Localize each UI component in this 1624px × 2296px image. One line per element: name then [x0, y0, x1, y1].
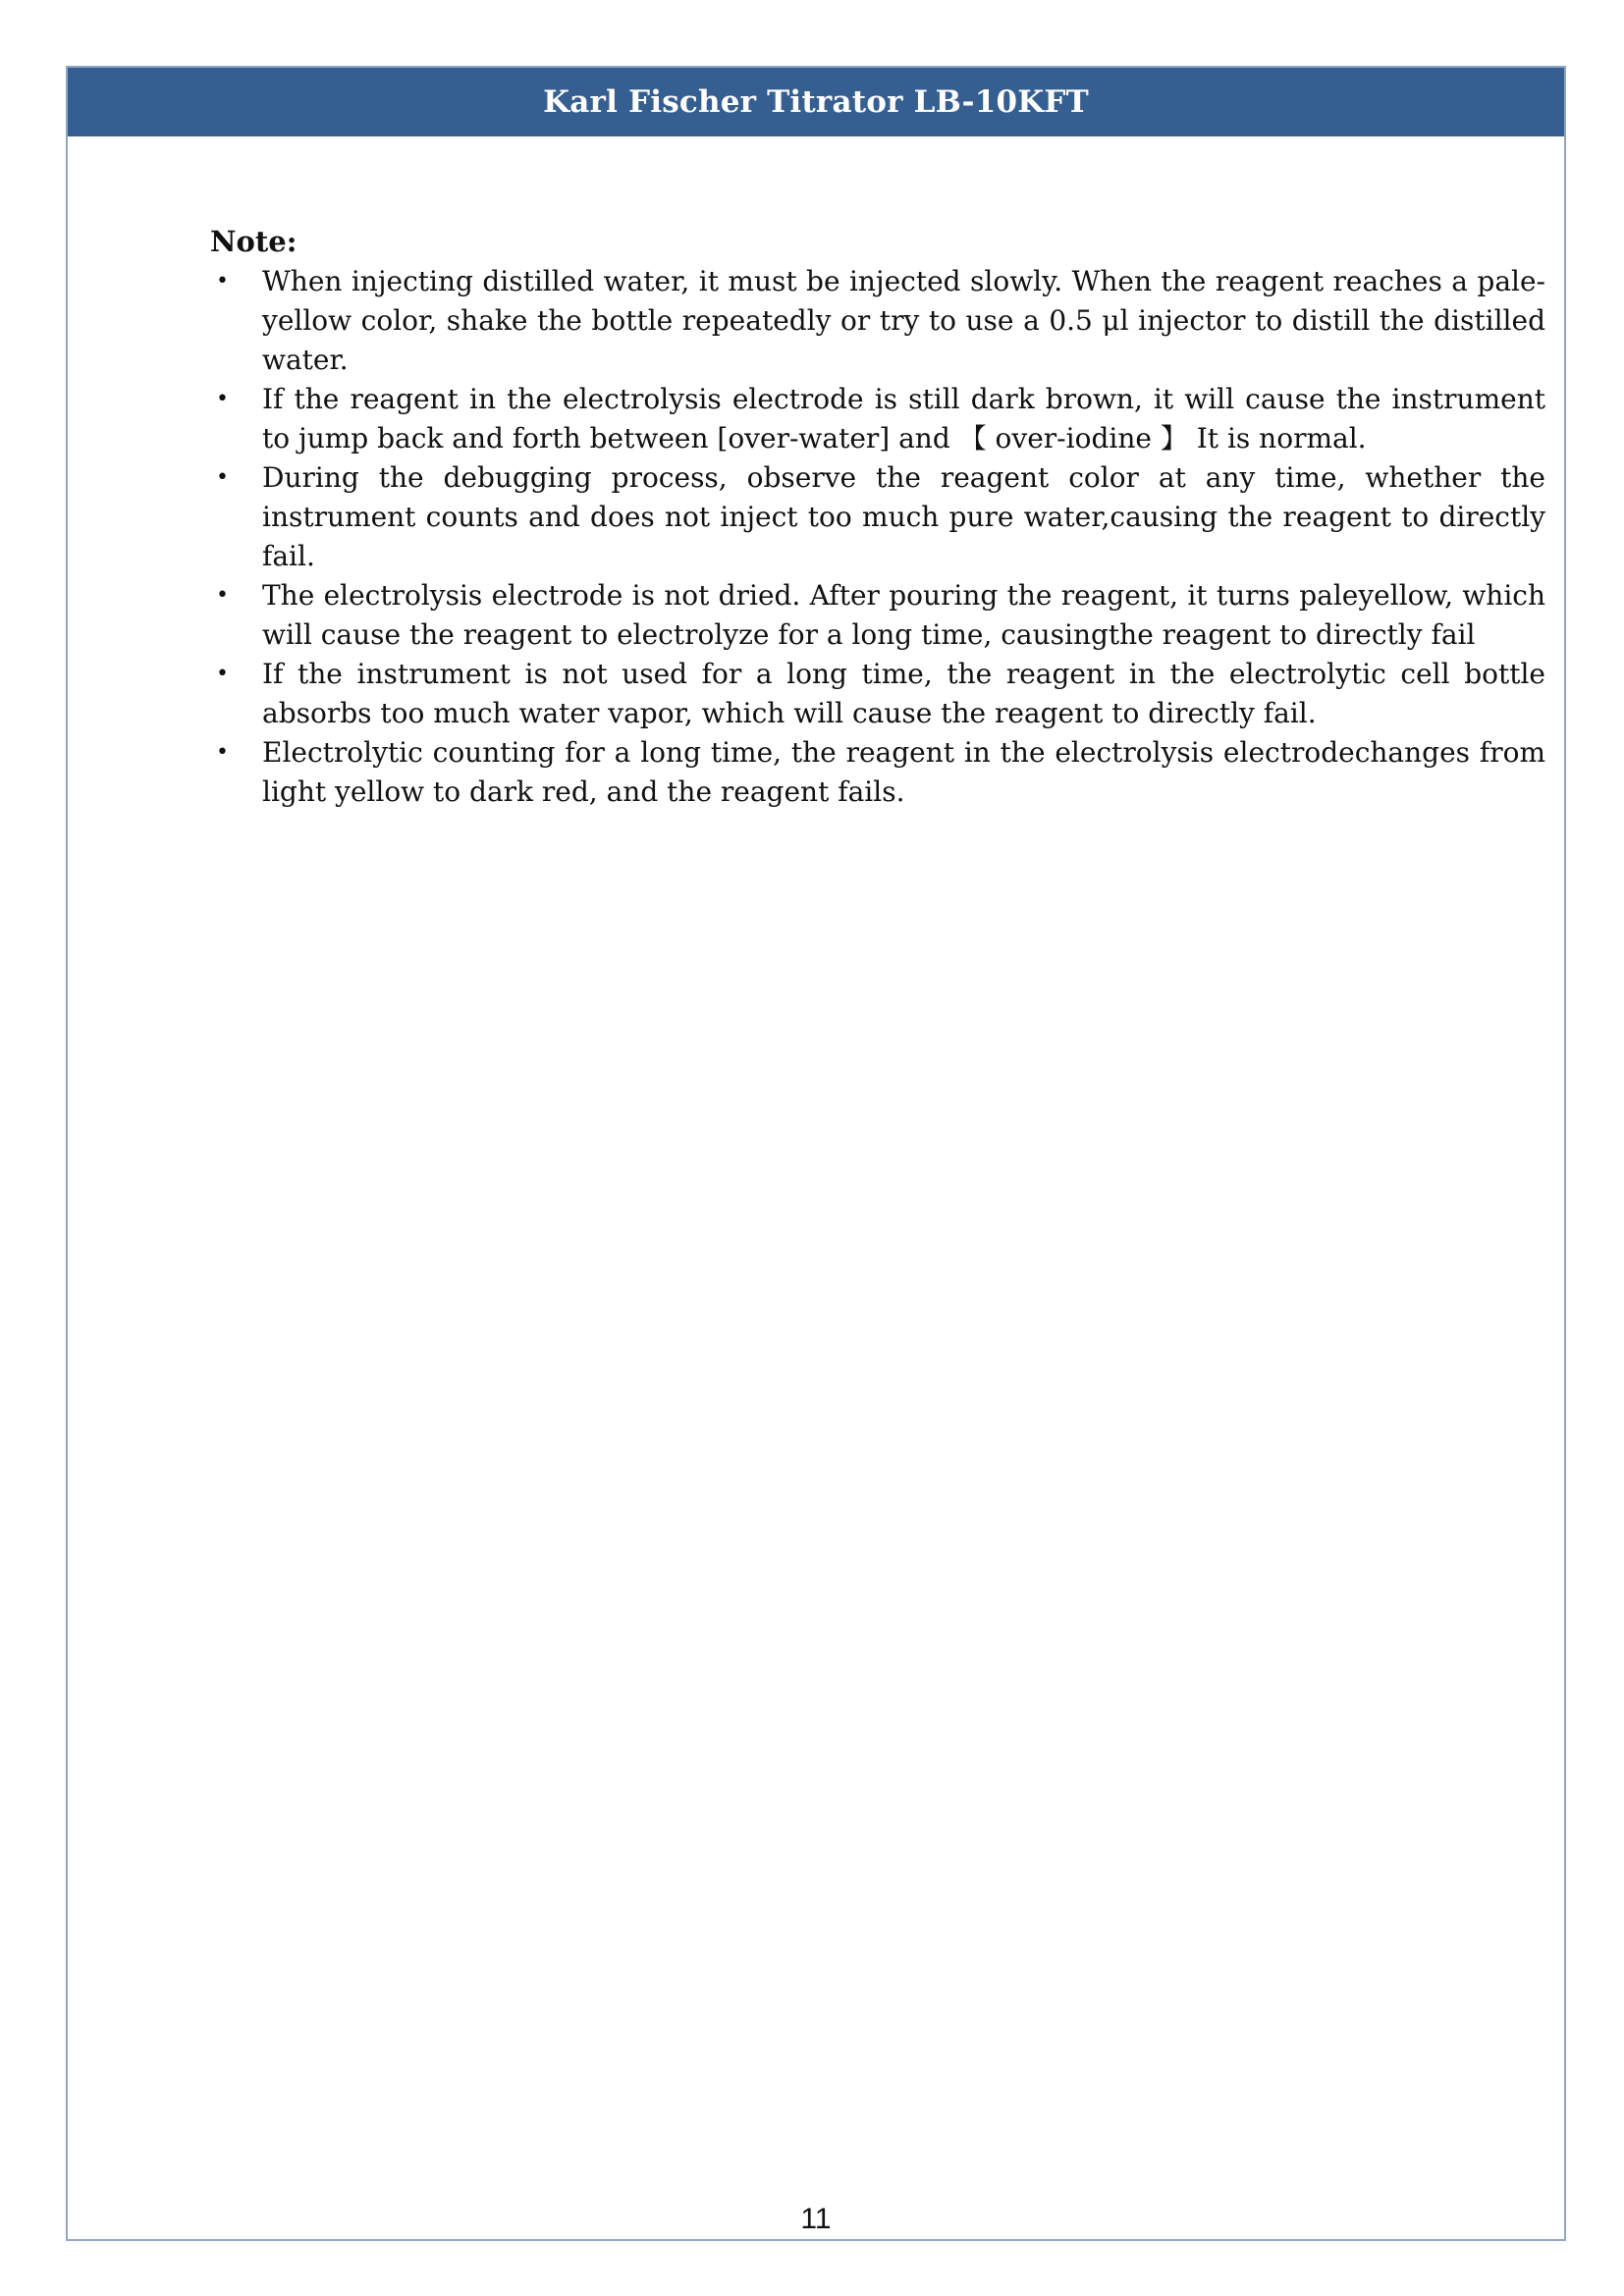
note-item-text: If the reagent in the electrolysis electrode is still dark brown, it will cause the instrument to jump back and forth between [over-water] and 【 over-iodine 】 It is normal.: [262, 383, 1545, 454]
note-item: [210, 380, 1545, 458]
note-item: [210, 733, 1545, 812]
note-list: [210, 262, 1545, 812]
note-item-text: The electrolysis electrode is not dried. After pouring the reagent, it turns paleyellow, which will cause the reagent to electrolyze for a long time, causingthe reagent to directly fail: [262, 579, 1545, 651]
note-item: [210, 458, 1545, 576]
note-item: [210, 262, 1545, 380]
document-title: Karl Fischer Titrator LB-10KFT: [543, 84, 1089, 120]
header-band: [68, 68, 1564, 136]
note-item-text: When injecting distilled water, it must be injected slowly. When the reagent reaches a pale-yellow color, shake the bottle repeatedly or try to use a 0.5 μl injector to distill the distilled water.: [262, 265, 1545, 376]
bullet-icon: •: [216, 662, 229, 686]
main-content: [210, 225, 1545, 812]
bullet-icon: •: [216, 583, 229, 608]
page-frame: [66, 66, 1566, 2241]
note-item: [210, 655, 1545, 733]
note-heading: Note:: [210, 225, 298, 258]
bullet-icon: •: [216, 740, 229, 765]
bullet-icon: •: [216, 387, 229, 411]
page-number: 11: [800, 2203, 832, 2235]
note-item: [210, 576, 1545, 655]
note-item-text: If the instrument is not used for a long time, the reagent in the electrolytic cell bottle absorbs too much water vapor, which will cause the reagent to directly fail.: [262, 658, 1545, 729]
note-item-text: Electrolytic counting for a long time, the reagent in the electrolysis electrodechanges from light yellow to dark red, and the reagent fails.: [262, 736, 1545, 808]
bullet-icon: •: [216, 465, 229, 490]
bullet-icon: •: [216, 269, 229, 294]
note-item-text: During the debugging process, observe the reagent color at any time, whether the instrument counts and does not inject too much pure water,causing the reagent to directly fail.: [262, 461, 1545, 572]
